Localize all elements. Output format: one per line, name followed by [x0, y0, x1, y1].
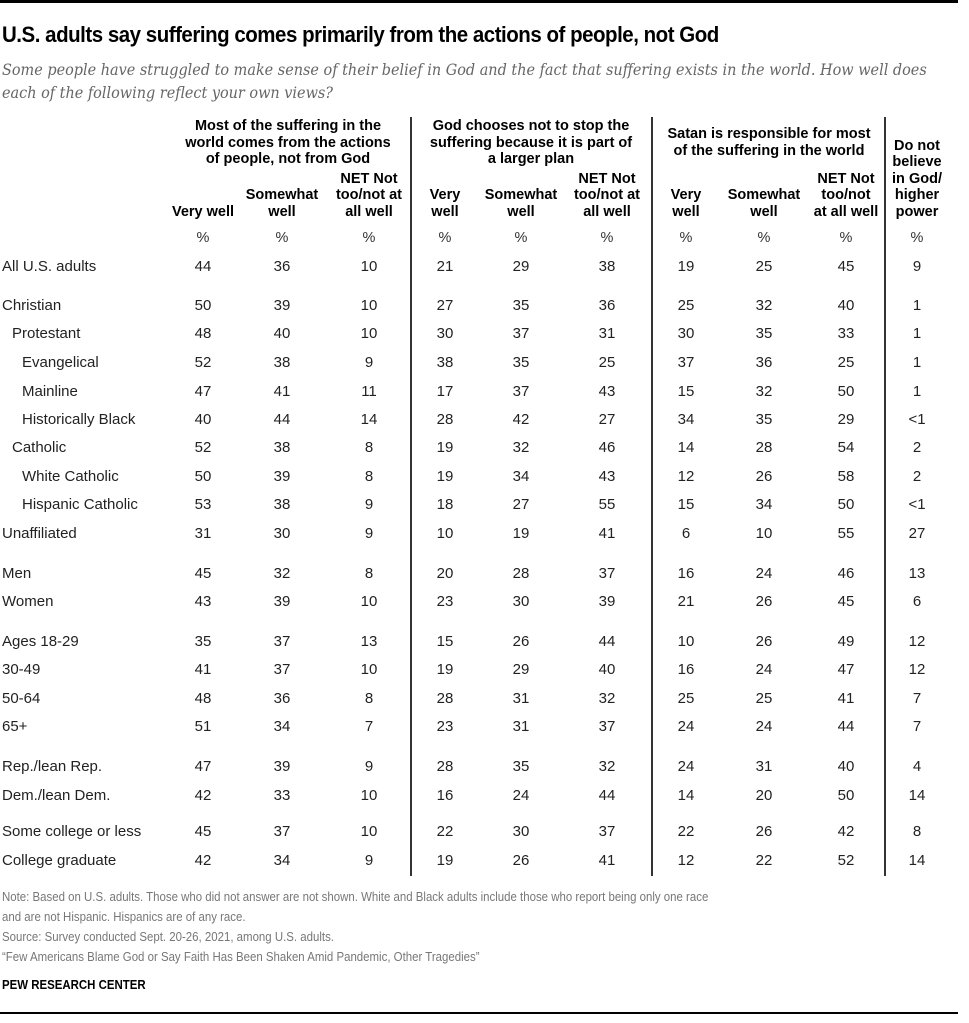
group-header-line: a larger plan	[487, 151, 575, 167]
column-header-line: NET Not	[817, 170, 875, 187]
report-title: “Few Americans Blame God or Say Faith Has Been Shaken Amid Pandemic, Other Tragedies”	[2, 949, 480, 964]
table-cell: 19	[436, 661, 454, 678]
table-cell: 33	[273, 787, 291, 804]
table-cell: 8	[912, 823, 922, 840]
table-cell: 24	[755, 661, 773, 678]
table-cell: 10	[360, 787, 378, 804]
table-cell: 1	[912, 354, 922, 371]
table-cell: 9	[364, 354, 374, 371]
column-header-line: well	[672, 203, 700, 220]
table-cell: 50	[194, 297, 212, 314]
table-cell: 38	[273, 354, 291, 371]
column-header	[246, 187, 319, 220]
percent-unit-label: %	[275, 230, 289, 246]
table-cell: 49	[837, 633, 855, 650]
row-label: Hispanic Catholic	[22, 496, 138, 513]
table-cell: 25	[598, 354, 616, 371]
table-cell: 14	[677, 787, 695, 804]
table-cell: 43	[194, 593, 212, 610]
table-cell: 53	[194, 496, 212, 513]
table-cell: 7	[912, 690, 922, 707]
table-cell: 32	[755, 383, 773, 400]
table-cell: 39	[273, 593, 291, 610]
table-cell: 19	[436, 852, 454, 869]
table-cell: 1	[912, 325, 922, 342]
table-cell: 58	[837, 468, 855, 485]
table-cell: 35	[512, 297, 530, 314]
chart-title: U.S. adults say suffering comes primarily from the actions of people, not God	[2, 22, 719, 47]
column-header-line: all well	[583, 203, 631, 220]
row-label: All U.S. adults	[2, 258, 97, 275]
table-cell: 41	[837, 690, 855, 707]
table-cell: 36	[755, 354, 773, 371]
table-cell: 22	[436, 823, 454, 840]
column-header-line: Very	[429, 187, 461, 203]
table-cell: 33	[837, 325, 855, 342]
table-cell: 40	[598, 661, 616, 678]
table-cell: 52	[194, 439, 212, 456]
row-label: White Catholic	[22, 468, 119, 485]
row-label: Christian	[2, 297, 62, 314]
table-cell: 12	[677, 852, 695, 869]
table-cell: 38	[273, 439, 291, 456]
table-cell: 29	[837, 411, 855, 428]
table-cell: 26	[512, 633, 530, 650]
column-header	[430, 187, 461, 220]
group-header-line: Satan is responsible for most	[667, 126, 871, 142]
table-cell: 43	[598, 468, 616, 485]
row-label: 30-49	[2, 661, 41, 678]
table-cell: 42	[512, 411, 530, 428]
table-cell: 30	[512, 823, 530, 840]
table-cell: <1	[908, 411, 926, 428]
table-cell: 44	[598, 787, 616, 804]
table-cell: 37	[512, 325, 530, 342]
percent-unit-label: %	[438, 230, 452, 246]
table-cell: 27	[908, 525, 926, 542]
table-cell: 22	[755, 852, 773, 869]
percent-unit-label: %	[514, 230, 528, 246]
column-header-line: in God/	[892, 170, 942, 187]
table-cell: 46	[598, 439, 616, 456]
row-label: 65+	[2, 718, 28, 735]
table-cell: 16	[677, 565, 695, 582]
column-header-line: too/not	[821, 187, 871, 203]
column-header-line: Very	[670, 187, 702, 203]
column-header-line: higher	[894, 187, 940, 203]
table-cell: 25	[837, 354, 855, 371]
table-cell: 45	[837, 593, 855, 610]
table-cell: 41	[598, 525, 616, 542]
table-cell: 28	[512, 565, 530, 582]
table-cell: 21	[436, 258, 454, 275]
table-cell: 47	[837, 661, 855, 678]
table-cell: 52	[837, 852, 855, 869]
table-cell: 12	[908, 661, 926, 678]
table-cell: 31	[512, 718, 530, 735]
column-header	[172, 204, 234, 221]
percent-unit-label: %	[679, 230, 693, 246]
table-cell: 36	[598, 297, 616, 314]
table-cell: 10	[677, 633, 695, 650]
column-header-line: all well	[345, 203, 393, 220]
table-cell: 54	[837, 439, 855, 456]
table-cell: 27	[512, 496, 530, 513]
column-header-line: too/not at	[335, 187, 403, 203]
table-cell: 24	[512, 787, 530, 804]
table-cell: 37	[512, 383, 530, 400]
column-header-line: at all well	[813, 203, 879, 220]
percent-unit-label: %	[600, 230, 614, 246]
table-cell: 34	[755, 496, 773, 513]
table-cell: 19	[436, 468, 454, 485]
table-cell: 25	[677, 297, 695, 314]
table-cell: 37	[273, 823, 291, 840]
table-cell: 10	[436, 525, 454, 542]
table-cell: 6	[681, 525, 691, 542]
table-cell: 11	[361, 383, 377, 400]
table-cell: 34	[273, 718, 291, 735]
table-cell: 28	[436, 411, 454, 428]
column-header-line: well	[750, 203, 778, 220]
table-cell: 19	[512, 525, 530, 542]
column-header-line: too/not at	[573, 187, 641, 203]
table-cell: 35	[512, 354, 530, 371]
table-cell: 32	[512, 439, 530, 456]
column-header-line: Very well	[171, 203, 235, 220]
table-cell: 15	[677, 383, 695, 400]
table-cell: 21	[677, 593, 695, 610]
table-cell: 10	[360, 823, 378, 840]
table-cell: 30	[273, 525, 291, 542]
percent-unit-label: %	[910, 230, 924, 246]
note-line-2: and are not Hispanic. Hispanics are of any race.	[2, 909, 246, 924]
table-cell: 35	[755, 325, 773, 342]
row-label: Rep./lean Rep.	[2, 758, 103, 775]
table-cell: 25	[677, 690, 695, 707]
table-cell: 39	[273, 297, 291, 314]
chart-subtitle: Some people have struggled to make sense of their belief in God and the fact that suffering exists in the world. How well does each of the following reflect your own views?	[2, 61, 927, 102]
table-cell: 20	[755, 787, 773, 804]
table-cell: 55	[837, 525, 855, 542]
column-header	[574, 171, 640, 221]
table-cell: <1	[908, 496, 926, 513]
table-cell: 45	[194, 565, 212, 582]
table-cell: 45	[194, 823, 212, 840]
table-cell: 35	[755, 411, 773, 428]
table-cell: 28	[755, 439, 773, 456]
table-cell: 7	[364, 718, 374, 735]
table-cell: 51	[194, 718, 212, 735]
table-cell: 24	[755, 718, 773, 735]
table-cell: 8	[364, 468, 374, 485]
table-cell: 50	[194, 468, 212, 485]
table-cell: 32	[598, 758, 616, 775]
table-cell: 26	[755, 468, 773, 485]
group-divider	[651, 117, 653, 876]
table-cell: 38	[436, 354, 454, 371]
top-rule	[0, 0, 958, 3]
table-cell: 12	[908, 633, 926, 650]
table-cell: 55	[598, 496, 616, 513]
table-cell: 15	[436, 633, 454, 650]
table-cell: 29	[512, 258, 530, 275]
table-cell: 27	[436, 297, 454, 314]
table-cell: 9	[364, 852, 374, 869]
column-header-line: Somewhat	[727, 187, 801, 203]
table-cell: 8	[364, 565, 374, 582]
table-cell: 41	[273, 383, 291, 400]
table-cell: 12	[677, 468, 695, 485]
table-cell: 31	[512, 690, 530, 707]
row-label: Protestant	[12, 325, 81, 342]
table-cell: 1	[912, 297, 922, 314]
row-label: Women	[2, 593, 54, 610]
table-cell: 10	[360, 325, 378, 342]
table-cell: 44	[598, 633, 616, 650]
table-cell: 24	[677, 758, 695, 775]
table-cell: 39	[273, 758, 291, 775]
table-cell: 34	[677, 411, 695, 428]
table-cell: 14	[908, 787, 926, 804]
table-cell: 31	[755, 758, 773, 775]
table-cell: 6	[912, 593, 922, 610]
row-label: Unaffiliated	[2, 525, 77, 542]
table-cell: 34	[512, 468, 530, 485]
group-header	[667, 126, 870, 159]
table-cell: 50	[837, 496, 855, 513]
table-cell: 42	[194, 787, 212, 804]
table-cell: 39	[273, 468, 291, 485]
table-cell: 44	[194, 258, 212, 275]
group-header-line: God chooses not to stop the	[432, 118, 630, 134]
table-cell: 37	[598, 718, 616, 735]
table-cell: 15	[677, 496, 695, 513]
table-cell: 37	[598, 565, 616, 582]
table-cell: 8	[364, 439, 374, 456]
table-cell: 40	[194, 411, 212, 428]
table-cell: 26	[755, 593, 773, 610]
table-cell: 47	[194, 758, 212, 775]
column-header	[671, 187, 702, 220]
source-note: Source: Survey conducted Sept. 20-26, 2021, among U.S. adults.	[2, 929, 334, 944]
table-cell: 13	[908, 565, 926, 582]
column-header	[336, 171, 402, 221]
table-cell: 10	[360, 297, 378, 314]
table-cell: 4	[912, 758, 922, 775]
table-cell: 10	[755, 525, 773, 542]
column-header-line: power	[895, 203, 939, 220]
table-cell: 25	[755, 258, 773, 275]
table-cell: 42	[837, 823, 855, 840]
table-cell: 9	[364, 496, 374, 513]
column-header-line: Do not	[894, 137, 940, 154]
table-cell: 44	[273, 411, 291, 428]
column-header	[485, 187, 558, 220]
table-cell: 41	[194, 661, 212, 678]
table-cell: 20	[436, 565, 454, 582]
table-cell: 14	[677, 439, 695, 456]
row-label: 50-64	[2, 690, 41, 707]
column-header-line: NET Not	[578, 170, 636, 187]
table-cell: 36	[273, 258, 291, 275]
table-cell: 37	[273, 661, 291, 678]
row-label: Evangelical	[22, 354, 99, 371]
table-cell: 1	[912, 383, 922, 400]
table-cell: 35	[512, 758, 530, 775]
table-cell: 37	[677, 354, 695, 371]
column-header-line: well	[431, 203, 459, 220]
table-cell: 50	[837, 787, 855, 804]
column-header	[814, 171, 878, 221]
table-cell: 38	[273, 496, 291, 513]
group-divider	[410, 117, 412, 876]
table-cell: 26	[755, 633, 773, 650]
table-cell: 37	[598, 823, 616, 840]
table-cell: 31	[194, 525, 212, 542]
table-cell: 8	[364, 690, 374, 707]
table-cell: 7	[912, 718, 922, 735]
table-cell: 34	[273, 852, 291, 869]
table-cell: 32	[273, 565, 291, 582]
table-cell: 24	[677, 718, 695, 735]
table-cell: 10	[360, 258, 378, 275]
table-cell: 28	[436, 758, 454, 775]
table-cell: 23	[436, 593, 454, 610]
row-label: Dem./lean Dem.	[2, 787, 111, 804]
table-cell: 14	[908, 852, 926, 869]
table-cell: 31	[598, 325, 616, 342]
table-cell: 18	[436, 496, 454, 513]
table-cell: 37	[273, 633, 291, 650]
row-label: College graduate	[2, 852, 117, 869]
table-cell: 27	[598, 411, 616, 428]
group-header-line: world comes from the actions	[185, 134, 391, 151]
table-cell: 30	[677, 325, 695, 342]
table-cell: 52	[194, 354, 212, 371]
table-cell: 32	[598, 690, 616, 707]
column-header	[892, 138, 942, 221]
note-line-1: Note: Based on U.S. adults. Those who did not answer are not shown. White and Black adults include those who report being only one race	[2, 889, 709, 904]
group-header	[185, 118, 390, 168]
table-cell: 43	[598, 383, 616, 400]
table-cell: 19	[436, 439, 454, 456]
column-header-line: NET Not	[340, 170, 398, 187]
bottom-rule	[0, 1012, 958, 1014]
table-cell: 32	[755, 297, 773, 314]
column-header	[728, 187, 801, 220]
table-cell: 28	[436, 690, 454, 707]
table-cell: 44	[837, 718, 855, 735]
table-cell: 47	[194, 383, 212, 400]
table-cell: 38	[598, 258, 616, 275]
table-cell: 22	[677, 823, 695, 840]
row-label: Historically Black	[22, 411, 136, 428]
table-cell: 39	[598, 593, 616, 610]
table-cell: 9	[912, 258, 922, 275]
table-cell: 2	[912, 468, 922, 485]
table-cell: 30	[436, 325, 454, 342]
pew-logo-text: PEW RESEARCH CENTER	[2, 977, 146, 992]
table-cell: 9	[364, 525, 374, 542]
table-cell: 40	[273, 325, 291, 342]
group-header-line: suffering because it is part of	[429, 134, 633, 151]
table-cell: 10	[360, 593, 378, 610]
column-header-line: believe	[892, 154, 942, 170]
row-label: Catholic	[12, 439, 67, 456]
table-cell: 48	[194, 690, 212, 707]
table-cell: 50	[837, 383, 855, 400]
table-cell: 35	[194, 633, 212, 650]
table-cell: 40	[837, 297, 855, 314]
row-label: Ages 18-29	[2, 633, 79, 650]
table-cell: 24	[755, 565, 773, 582]
table-cell: 46	[837, 565, 855, 582]
table-cell: 42	[194, 852, 212, 869]
percent-unit-label: %	[839, 230, 853, 246]
group-header-line: of people, not from God	[205, 151, 371, 167]
table-cell: 9	[364, 758, 374, 775]
table-cell: 14	[360, 411, 378, 428]
table-cell: 2	[912, 439, 922, 456]
percent-unit-label: %	[196, 230, 210, 246]
row-label: Men	[2, 565, 32, 582]
table-cell: 26	[512, 852, 530, 869]
table-cell: 48	[194, 325, 212, 342]
table-cell: 16	[436, 787, 454, 804]
table-cell: 19	[677, 258, 695, 275]
group-header-line: Most of the suffering in the	[194, 118, 382, 134]
group-header-line: of the suffering in the world	[673, 142, 865, 159]
column-header-line: Somewhat	[245, 187, 319, 203]
table-cell: 26	[755, 823, 773, 840]
table-cell: 45	[837, 258, 855, 275]
column-header-line: well	[268, 203, 296, 220]
column-header-line: Somewhat	[484, 187, 558, 203]
column-header-line: well	[507, 203, 535, 220]
table-cell: 16	[677, 661, 695, 678]
table-cell: 10	[360, 661, 378, 678]
group-divider	[884, 117, 886, 876]
group-header	[430, 118, 632, 168]
table-cell: 29	[512, 661, 530, 678]
table-cell: 25	[755, 690, 773, 707]
percent-unit-label: %	[362, 230, 376, 246]
table-cell: 13	[360, 633, 378, 650]
row-label: Mainline	[22, 383, 78, 400]
percent-unit-label: %	[757, 230, 771, 246]
table-cell: 36	[273, 690, 291, 707]
table-cell: 41	[598, 852, 616, 869]
table-cell: 30	[512, 593, 530, 610]
table-cell: 17	[436, 383, 454, 400]
row-label: Some college or less	[2, 823, 142, 840]
table-cell: 23	[436, 718, 454, 735]
table-cell: 40	[837, 758, 855, 775]
